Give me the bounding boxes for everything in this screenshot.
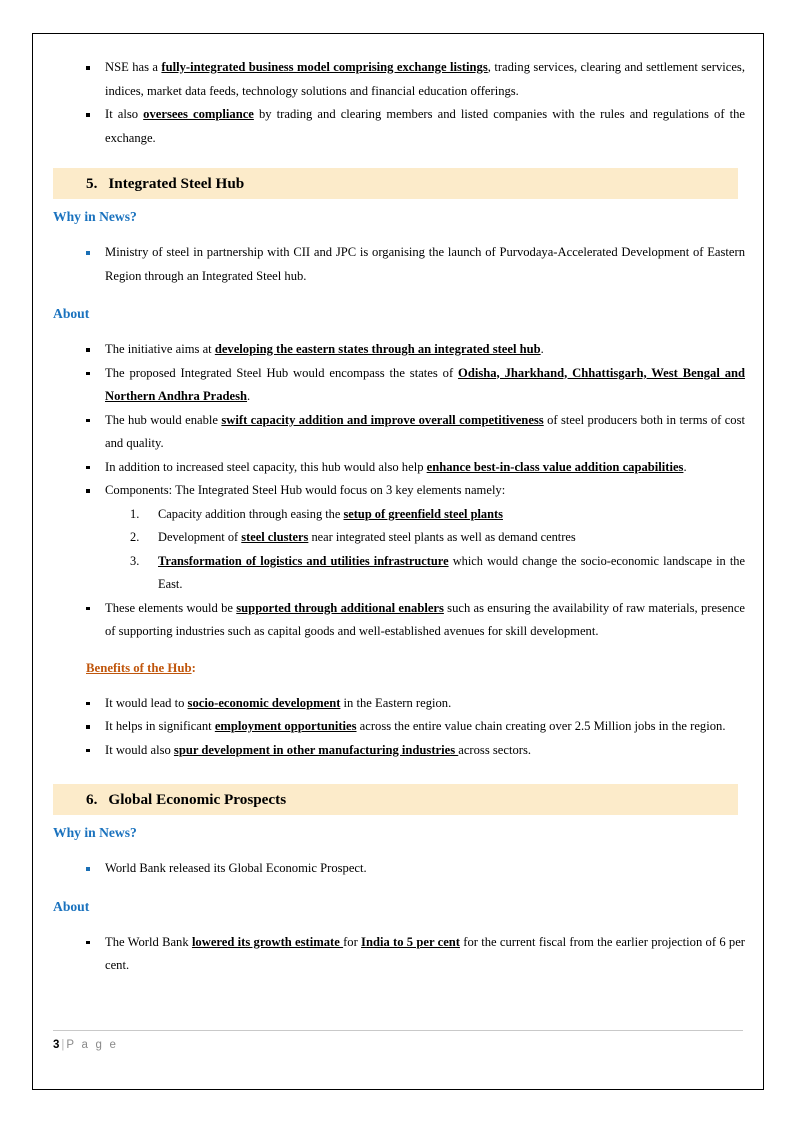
body-text: for the current fiscal from the earlier projection of 6 per cent. xyxy=(105,934,745,972)
why-in-news-heading-5: Why in News? xyxy=(53,209,137,224)
document-page xyxy=(32,33,764,1090)
body-text: Development of xyxy=(158,530,242,544)
list-item xyxy=(53,857,745,881)
body-text: It would lead to xyxy=(105,695,188,710)
footer-separator: | xyxy=(61,1039,65,1051)
body-text: , trading services, clearing and settlement services, indices, market data feeds, technology solutions and financial education offerings. xyxy=(105,60,745,98)
list-item xyxy=(53,597,745,644)
emphasis-text: setup of greenfield steel plants xyxy=(343,506,503,521)
why-in-news-list-6 xyxy=(53,857,745,881)
emphasis-text: socio-economic development xyxy=(187,695,341,710)
about-list-6 xyxy=(53,931,745,978)
list-item xyxy=(53,241,745,288)
body-text: near integrated steel plants as well as demand centres xyxy=(308,530,576,544)
list-item-number: 3. xyxy=(130,553,140,568)
section-heading-band-5 xyxy=(53,168,738,199)
footer-divider xyxy=(53,1030,743,1031)
footer-page-number: 3 xyxy=(53,1039,60,1051)
list-item xyxy=(53,409,745,456)
list-item xyxy=(53,692,745,716)
body-text: such as ensuring the availability of raw materials, presence of supporting industries such as capital goods and well-established avenues for skill development. xyxy=(105,600,746,638)
body-text: It helps in significant xyxy=(105,719,215,733)
emphasis-text: oversees compliance xyxy=(143,107,254,121)
list-item xyxy=(53,715,745,739)
emphasis-text: lowered its growth estimate xyxy=(191,934,344,949)
body-text: The initiative aims at xyxy=(105,342,215,356)
numbered-list-item xyxy=(53,526,745,550)
footer-page-indicator xyxy=(53,1039,743,1051)
body-text: Components: The Integrated Steel Hub would focus on 3 key elements namely: xyxy=(105,483,506,497)
body-text: In addition to increased steel capacity, this hub would also help xyxy=(105,459,427,474)
numbered-list-item xyxy=(53,503,745,527)
list-item xyxy=(53,739,745,763)
continuation-bullet-list xyxy=(53,56,745,150)
benefits-heading-text: Benefits of the Hub xyxy=(86,660,192,675)
enablers-list xyxy=(53,597,745,644)
body-text: Ministry of steel in partnership with CII and JPC is organising the launch of Purvodaya-Accelerated Development of Eastern Region through an Integrated Steel hub. xyxy=(105,245,745,283)
emphasis-text: enhance best-in-class value addition capabilities xyxy=(426,459,684,474)
emphasis-text: swift capacity addition and improve overall competitiveness xyxy=(221,412,544,427)
about-heading-5: About xyxy=(53,306,90,321)
body-text: NSE has a xyxy=(105,60,162,74)
emphasis-text: Transformation of logistics and utilities infrastructure xyxy=(158,553,449,568)
body-text: across sectors. xyxy=(458,742,531,757)
list-item-number: 1. xyxy=(130,506,140,521)
emphasis-text: employment opportunities xyxy=(214,719,357,733)
section-number-6: 6. xyxy=(86,790,98,808)
section-number-5: 5. xyxy=(86,174,98,192)
about-list-5 xyxy=(53,338,745,503)
list-item xyxy=(53,56,745,103)
list-item xyxy=(53,456,745,480)
body-text: . xyxy=(540,342,544,356)
numbered-list-item xyxy=(53,550,745,597)
why-in-news-heading-6: Why in News? xyxy=(53,825,137,840)
body-text: The proposed Integrated Steel Hub would encompass the states of xyxy=(105,365,459,380)
body-text: in the Eastern region. xyxy=(340,695,452,710)
body-text: The World Bank xyxy=(105,934,192,949)
emphasis-text: Odisha, Jharkhand, Chhattisgarh, West Bengal and Northern Andhra Pradesh xyxy=(105,365,746,403)
list-item xyxy=(53,103,745,150)
emphasis-text: supported through additional enablers xyxy=(236,600,444,615)
body-text: by trading and clearing members and listed companies with the rules and regulations of the exchange. xyxy=(105,107,746,145)
emphasis-text: India to 5 per cent xyxy=(361,934,460,949)
page-footer xyxy=(53,1030,743,1051)
body-text: These elements would be xyxy=(105,600,237,615)
components-numbered-list xyxy=(53,503,745,597)
body-text: It would also xyxy=(105,742,174,757)
list-item xyxy=(53,362,745,409)
body-text: The hub would enable xyxy=(105,412,222,427)
list-item xyxy=(53,479,745,503)
body-text: for xyxy=(343,934,362,949)
emphasis-text: steel clusters xyxy=(241,530,309,544)
list-item-number: 2. xyxy=(130,530,140,544)
emphasis-text: fully-integrated business model comprising exchange listings xyxy=(161,60,488,74)
body-text: of steel producers both in terms of cost and quality. xyxy=(105,412,745,450)
emphasis-text: developing the eastern states through an integrated steel hub xyxy=(214,342,541,356)
body-text: World Bank released its Global Economic Prospect. xyxy=(105,861,367,875)
benefits-of-the-hub-heading xyxy=(53,658,745,678)
section-heading-band-6 xyxy=(53,784,738,815)
section-title-6: Global Economic Prospects xyxy=(108,790,287,808)
body-text: across the entire value chain creating over 2.5 Million jobs in the region. xyxy=(356,719,726,733)
body-text: It also xyxy=(105,107,144,121)
footer-page-label: P a g e xyxy=(66,1039,119,1051)
body-text: which would change the socio-economic landscape in the East. xyxy=(158,553,745,591)
body-text: Capacity addition through easing the xyxy=(158,506,344,521)
why-in-news-list-5 xyxy=(53,241,745,288)
page-content-area xyxy=(53,34,745,1089)
body-text: . xyxy=(247,389,251,403)
emphasis-text: spur development in other manufacturing industries xyxy=(173,742,459,757)
section-title-5: Integrated Steel Hub xyxy=(108,174,245,192)
benefits-list xyxy=(53,692,745,763)
list-item xyxy=(53,931,745,978)
list-item xyxy=(53,338,745,362)
benefits-heading-colon: : xyxy=(191,660,196,675)
about-heading-6: About xyxy=(53,898,90,914)
body-text: . xyxy=(683,459,687,474)
